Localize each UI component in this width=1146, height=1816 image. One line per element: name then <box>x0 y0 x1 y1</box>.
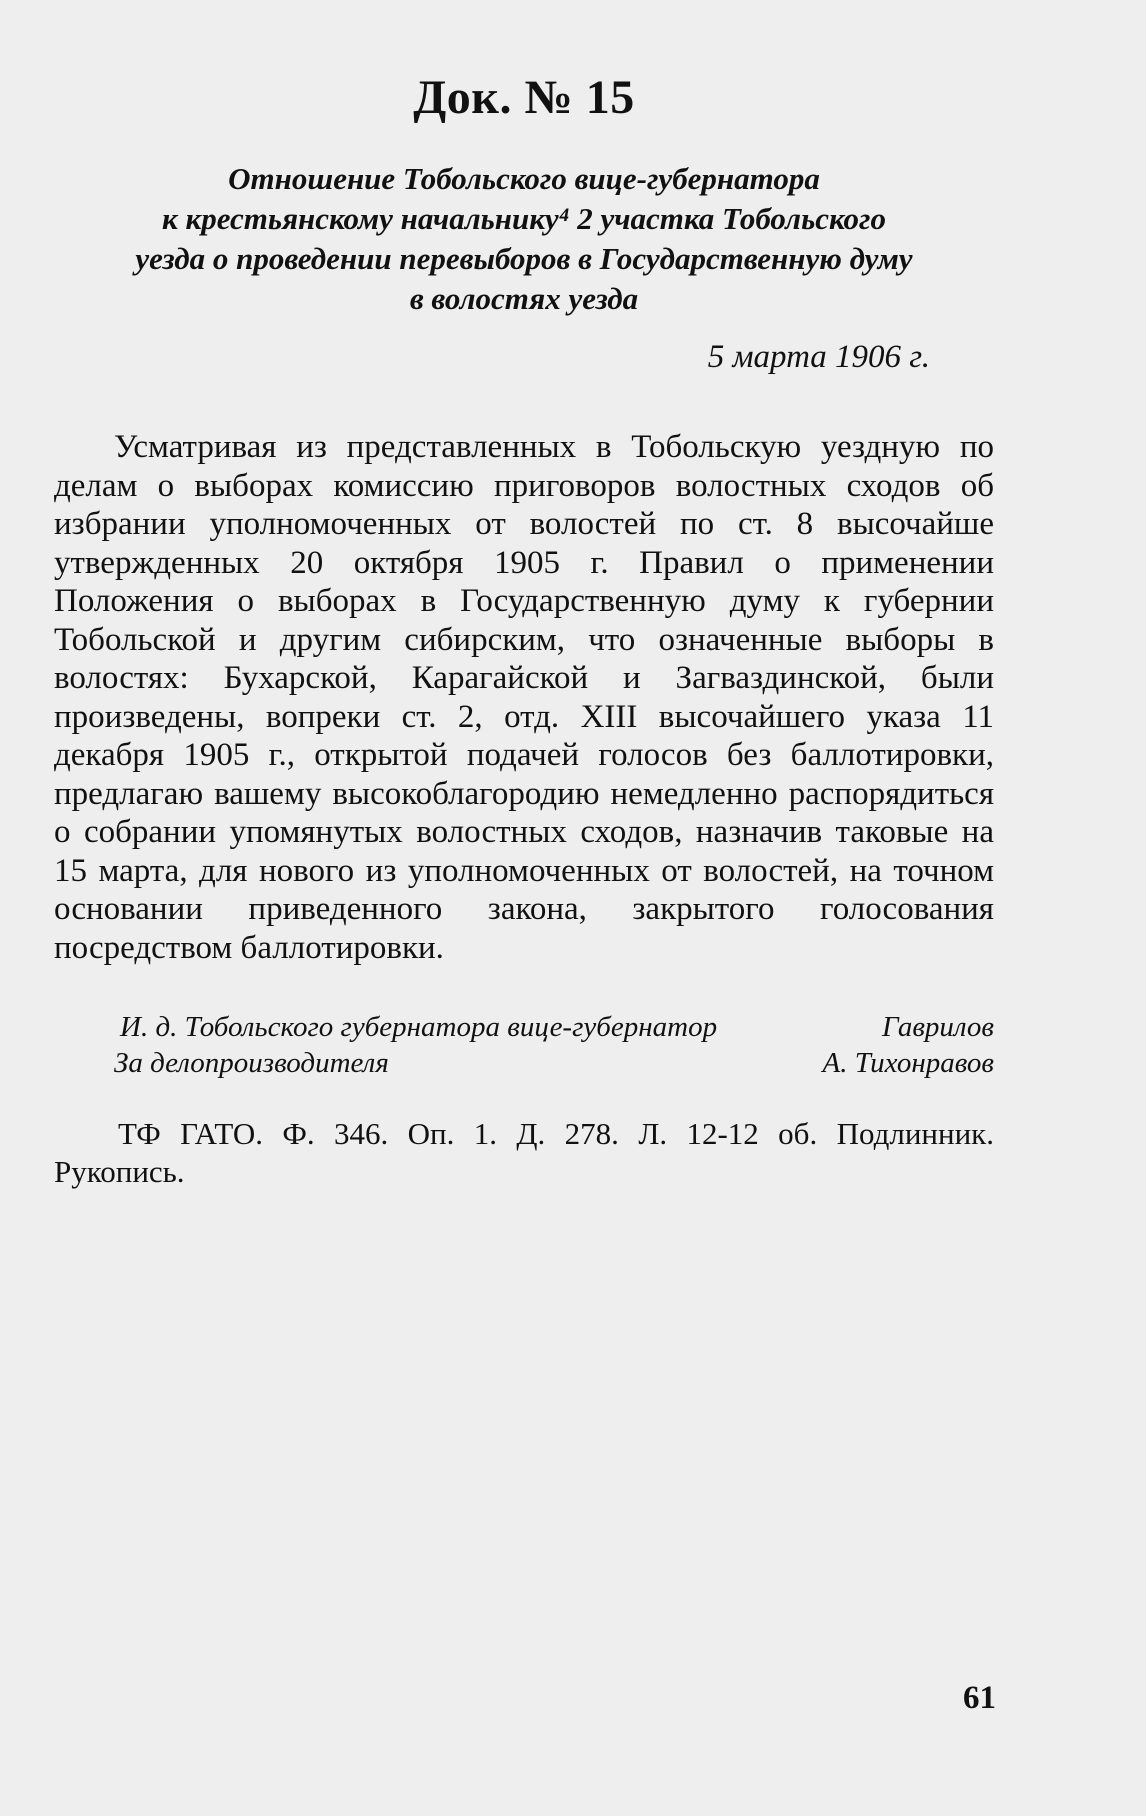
document-number-title: Док. № 15 <box>413 71 635 124</box>
signature-row <box>54 1045 994 1081</box>
heading-line: в волостях уезда <box>409 281 639 316</box>
signature-position: И. д. Тобольского губернатора вице-губернатор <box>120 1011 718 1043</box>
heading-line: к крестьянскому начальнику⁴ 2 участка Тобольского <box>162 201 886 236</box>
signature-name: А. Тихонравов <box>822 1047 994 1079</box>
heading-line: Отношение Тобольского вице-губернатора <box>228 161 820 196</box>
signatures-block <box>54 1009 994 1081</box>
signature-row <box>54 1009 994 1045</box>
document-heading <box>54 159 994 319</box>
archive-source-reference: ТФ ГАТО. Ф. 346. Оп. 1. Д. 278. Л. 12-12 об. Подлинник. Рукопись. <box>54 1116 994 1189</box>
heading-line: уезда о проведении перевыборов в Государственную думу <box>135 241 913 276</box>
signature-name: Гаврилов <box>882 1011 994 1043</box>
page-content <box>54 70 994 1222</box>
document-date: 5 марта 1906 г. <box>707 339 930 375</box>
page-number: 61 <box>963 1680 996 1716</box>
signature-position: За делопроизводителя <box>114 1047 389 1079</box>
document-body: Усматривая из представленных в Тобольскую уездную по делам о выборах комиссию приговоров волостных сходов об избрании уполномоченных от волостей по ст. 8 высочайше утвержденных 20 октября 1905 г. Правил о применении Положения о выборах в Государственную думу к губернии Тобольской и другим сибирским, что означенные выборы в волостях: Бухарской, Карагайской и Загваздинской, были произведены, вопреки ст. 2, отд. XIII высочайшего указа 11 декабря 1905 г., открытой подачей голосов без баллотировки, предлагаю вашему высокоблагородию немедленно распорядиться о собрании упомянутых волостных сходов, назначив таковые на 15 марта, для нового из уполномоченных от волостей, на точном основании приведенного закона, закрытого голосования посредством баллотировки. <box>54 429 994 966</box>
